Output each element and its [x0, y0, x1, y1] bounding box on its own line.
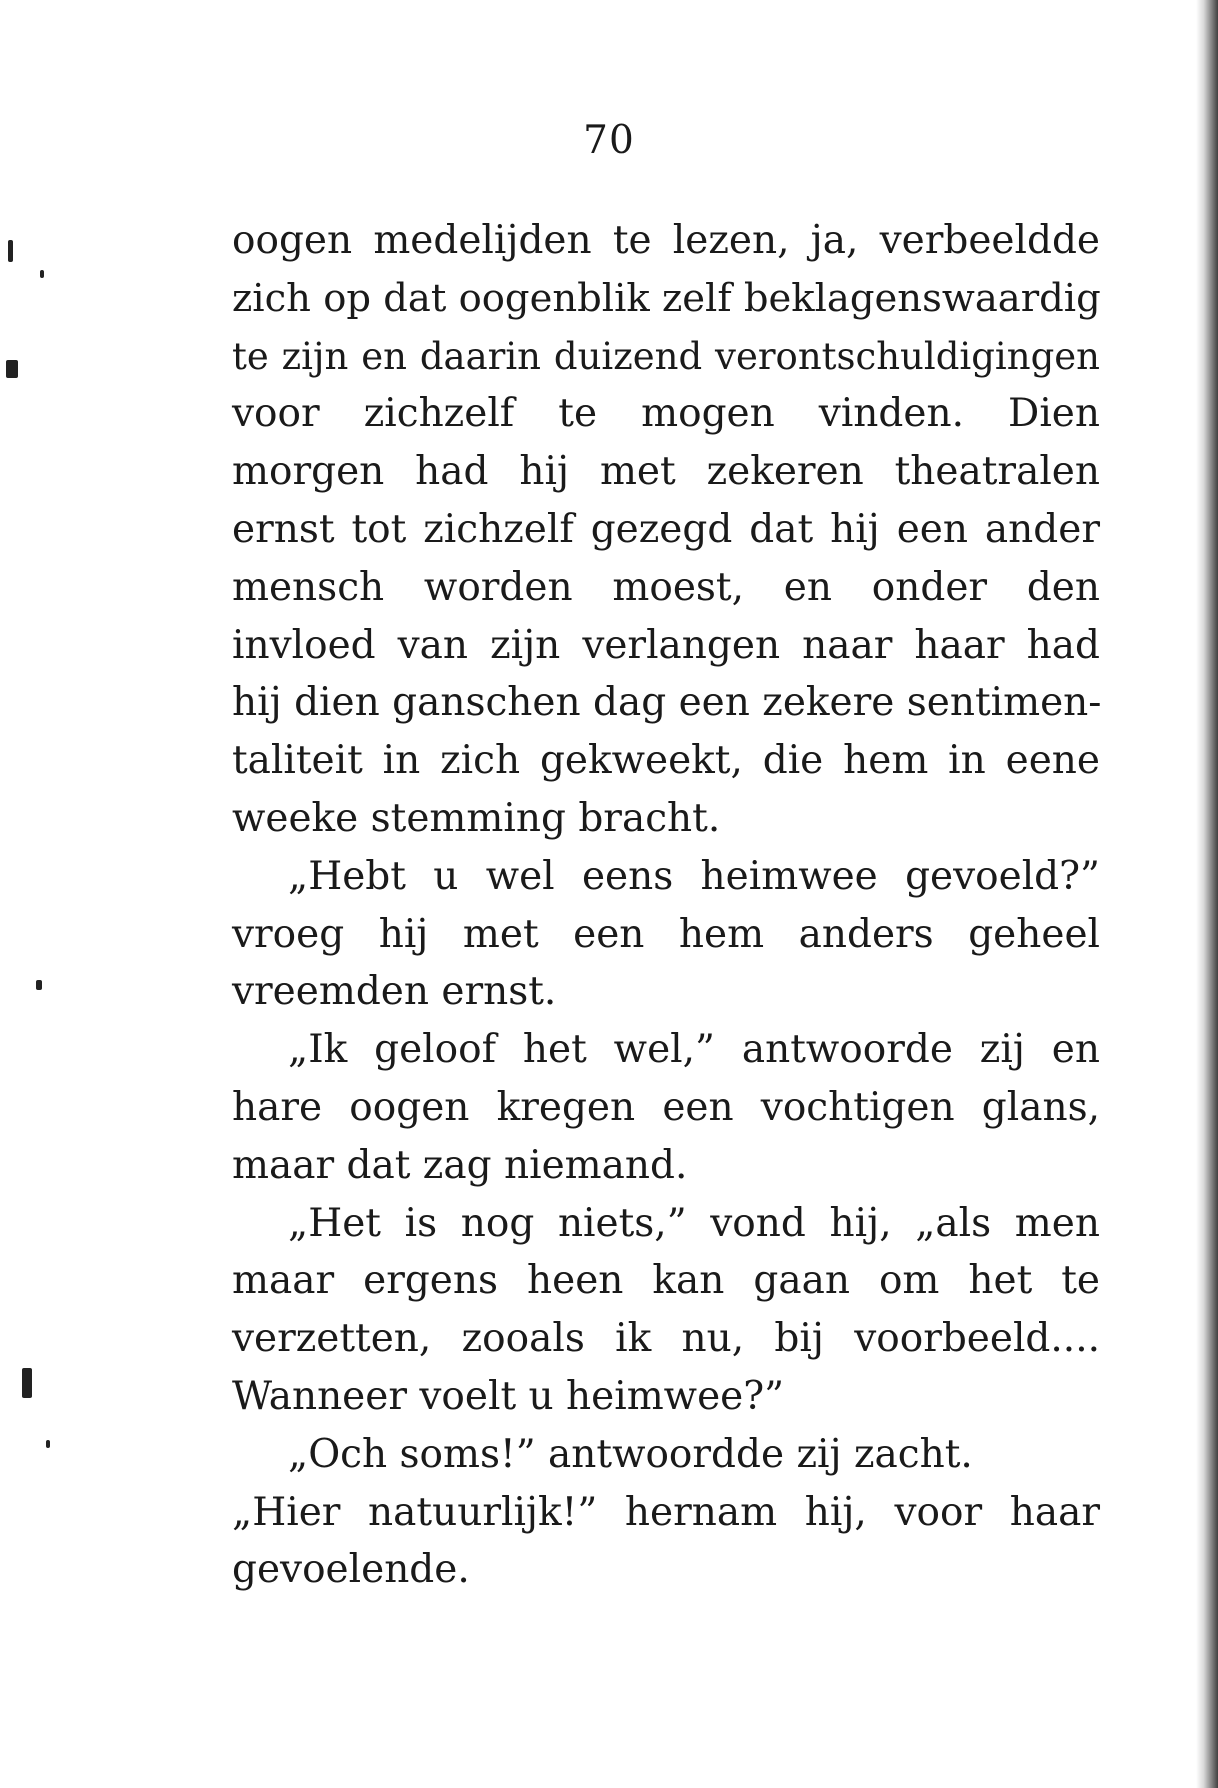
text-line: vroeg hij met een hem anders geheel [232, 911, 1100, 957]
scan-speck [36, 980, 42, 990]
scan-speck [46, 1440, 50, 1448]
text-line: gevoelende. [232, 1547, 470, 1593]
text-line: maar ergens heen kan gaan om het te [232, 1258, 1100, 1304]
scan-speck [40, 270, 44, 278]
text-line: „Och soms!” antwoordde zij zacht. [288, 1431, 973, 1477]
text-line: vreemden ernst. [232, 969, 557, 1015]
text-line: „Ik geloof het wel,” antwoorde zij en [288, 1027, 1100, 1073]
text-line: hare oogen kregen een vochtigen glans, [232, 1084, 1100, 1130]
text-line: te zijn en daarin duizend verontschuldigingen [232, 334, 1100, 378]
text-line: Wanneer voelt u heimwee?” [232, 1373, 785, 1419]
text-line: maar dat zag niemand. [232, 1142, 688, 1188]
text-line: voor zichzelf te mogen vinden. Dien [232, 391, 1100, 437]
text-line: weeke stemming bracht. [232, 795, 721, 841]
page-number: 70 [583, 118, 635, 163]
scan-edge-shadow [1196, 0, 1218, 1788]
text-line: morgen had hij met zekeren theatralen [232, 449, 1100, 495]
scan-speck [22, 1368, 32, 1398]
text-line: taliteit in zich gekweekt, die hem in eene [232, 738, 1100, 784]
text-line: „Het is nog niets,” vond hij, „als men [288, 1200, 1100, 1246]
text-line: ernst tot zichzelf gezegd dat hij een ander [232, 506, 1100, 552]
text-line: mensch worden moest, en onder den [232, 564, 1100, 610]
text-line: invloed van zijn verlangen naar haar had [232, 622, 1100, 668]
text-line: hij dien ganschen dag een zekere sentimen- [232, 680, 1102, 726]
text-line: oogen medelijden te lezen, ja, verbeeldde [232, 218, 1100, 263]
text-line: verzetten, zooals ik nu, bij voorbeeld.... [232, 1316, 1100, 1362]
scan-speck [8, 240, 13, 262]
text-line: „Hier natuurlijk!” hernam hij, voor haar [232, 1489, 1100, 1535]
scan-speck [6, 360, 18, 378]
body-text [232, 212, 1100, 1599]
text-line: „Hebt u wel eens heimwee gevoeld?” [288, 853, 1100, 899]
text-line: zich op dat oogenblik zelf beklagenswaardig [232, 275, 1101, 321]
